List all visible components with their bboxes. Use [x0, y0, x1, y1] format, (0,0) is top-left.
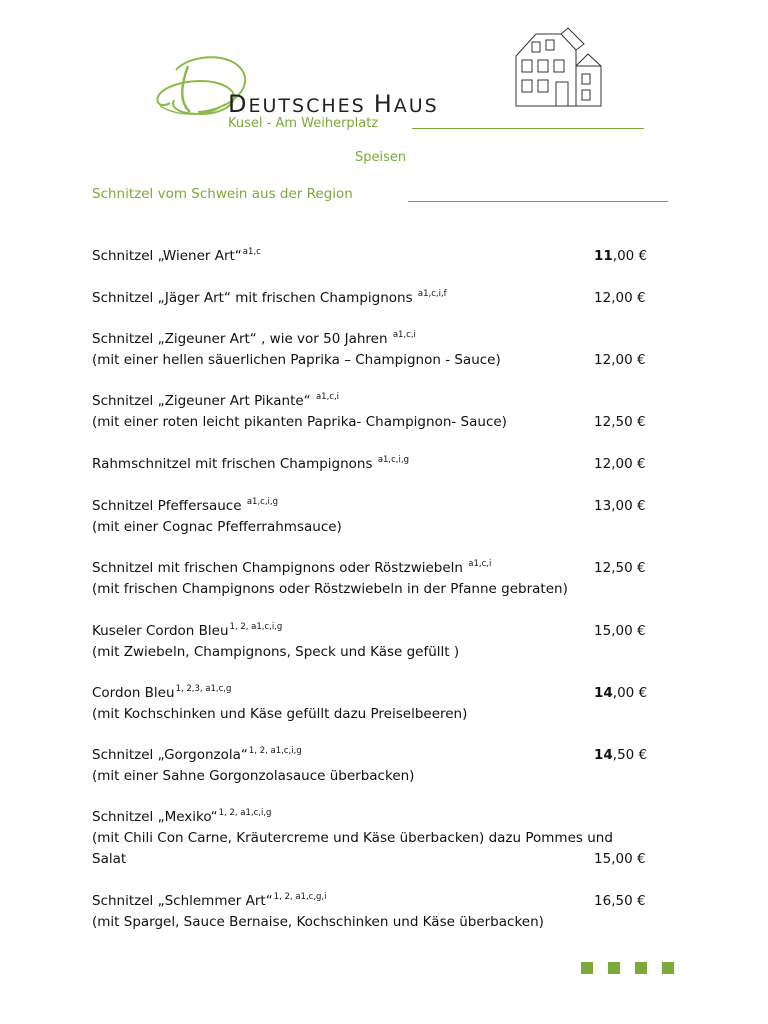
item-allergens: a1,c,i,g	[377, 455, 409, 465]
item-description: (mit Zwiebeln, Champignons, Speck und Käse gefüllt )	[92, 644, 460, 660]
item-allergens: a1,c,i	[392, 330, 416, 340]
green-square-icon	[581, 962, 593, 974]
item-price: 12,50 €	[594, 560, 646, 576]
item-allergens: a1,c,i,g	[246, 497, 278, 507]
item-allergens: a1,c	[242, 247, 261, 257]
item-name: Schnitzel „Jäger Art“ mit frischen Champignons	[92, 290, 417, 306]
item-name: Schnitzel „Mexiko“	[92, 809, 218, 825]
item-description: (mit einer Sahne Gorgonzolasauce überbacken)	[92, 768, 415, 784]
restaurant-logo	[150, 48, 650, 138]
location-text: Kusel - Am Weiherplatz	[228, 116, 379, 131]
item-allergens: 1, 2, a1,c,i,g	[248, 746, 302, 756]
item-description: (mit Chili Con Carne, Kräutercreme und Käse überbacken) dazu Pommes und	[92, 830, 613, 846]
item-allergens: 1, 2, a1,c,i,g	[229, 622, 283, 632]
item-allergens: 1, 2,3, a1,c,g	[175, 684, 232, 694]
menu-item	[92, 807, 660, 870]
item-name: Schnitzel „Wiener Art“	[92, 248, 242, 264]
green-square-icon	[635, 962, 647, 974]
item-description: (mit einer Cognac Pfefferrahmsauce)	[92, 519, 342, 535]
item-allergens: 1, 2, a1,c,g,i	[273, 892, 327, 902]
item-price: 15,00 €	[594, 623, 646, 639]
menu-item	[92, 496, 660, 538]
item-allergens: a1,c,i,f	[417, 289, 447, 299]
item-price: 14,00 €	[594, 685, 648, 701]
item-name: Schnitzel mit frischen Champignons oder Röstzwiebeln	[92, 560, 468, 576]
menu-item	[92, 891, 660, 933]
item-description: (mit frischen Champignons oder Röstzwiebeln in der Pfanne gebraten)	[92, 581, 568, 597]
location-underline	[412, 128, 644, 129]
item-price: 12,50 €	[594, 414, 646, 430]
item-name: Kuseler Cordon Bleu	[92, 623, 229, 639]
item-name: Schnitzel „Schlemmer Art“	[92, 893, 273, 909]
item-price: 15,00 €	[594, 851, 646, 867]
menu-item	[92, 558, 660, 600]
item-price: 12,00 €	[594, 352, 646, 368]
section-title: Speisen	[355, 150, 407, 165]
footer-decoration	[581, 962, 674, 974]
item-price: 12,00 €	[594, 290, 646, 306]
menu-item	[92, 246, 660, 267]
item-name: Schnitzel „Zigeuner Art“ , wie vor 50 Jahren	[92, 331, 392, 347]
item-name: Schnitzel „Zigeuner Art Pikante“	[92, 393, 315, 409]
item-name: Schnitzel „Gorgonzola“	[92, 747, 248, 763]
item-description: (mit Spargel, Sauce Bernaise, Kochschinken und Käse überbacken)	[92, 914, 544, 930]
item-price: 16,50 €	[594, 893, 646, 909]
menu-item	[92, 621, 660, 663]
category-underline	[408, 201, 668, 202]
menu-item	[92, 329, 660, 371]
item-price: 11,00 €	[594, 248, 648, 264]
item-price: 14,50 €	[594, 747, 648, 763]
item-allergens: 1, 2, a1,c,i,g	[218, 808, 272, 818]
item-name: Rahmschnitzel mit frischen Champignons	[92, 456, 377, 472]
green-square-icon	[608, 962, 620, 974]
house-sketch-icon	[506, 26, 606, 110]
item-description: (mit Kochschinken und Käse gefüllt dazu Preiselbeeren)	[92, 706, 468, 722]
brand-name: DEUTSCHES HAUS	[228, 90, 439, 118]
item-price: 12,00 €	[594, 456, 646, 472]
menu-item	[92, 391, 660, 433]
item-description-continued: Salat	[92, 851, 127, 867]
item-name: Schnitzel Pfeffersauce	[92, 498, 246, 514]
menu-item	[92, 288, 660, 309]
item-allergens: a1,c,i	[315, 392, 340, 402]
green-square-icon	[662, 962, 674, 974]
menu-item	[92, 683, 660, 725]
menu-item	[92, 454, 660, 475]
item-price: 13,00 €	[594, 498, 646, 514]
item-allergens: a1,c,i	[468, 559, 492, 569]
item-name: Cordon Bleu	[92, 685, 175, 701]
item-description: (mit einer roten leicht pikanten Paprika- Champignon- Sauce)	[92, 414, 507, 430]
item-description: (mit einer hellen säuerlichen Paprika – Champignon - Sauce)	[92, 352, 501, 368]
menu-item	[92, 745, 660, 787]
category-title: Schnitzel vom Schwein aus der Region	[92, 186, 353, 202]
